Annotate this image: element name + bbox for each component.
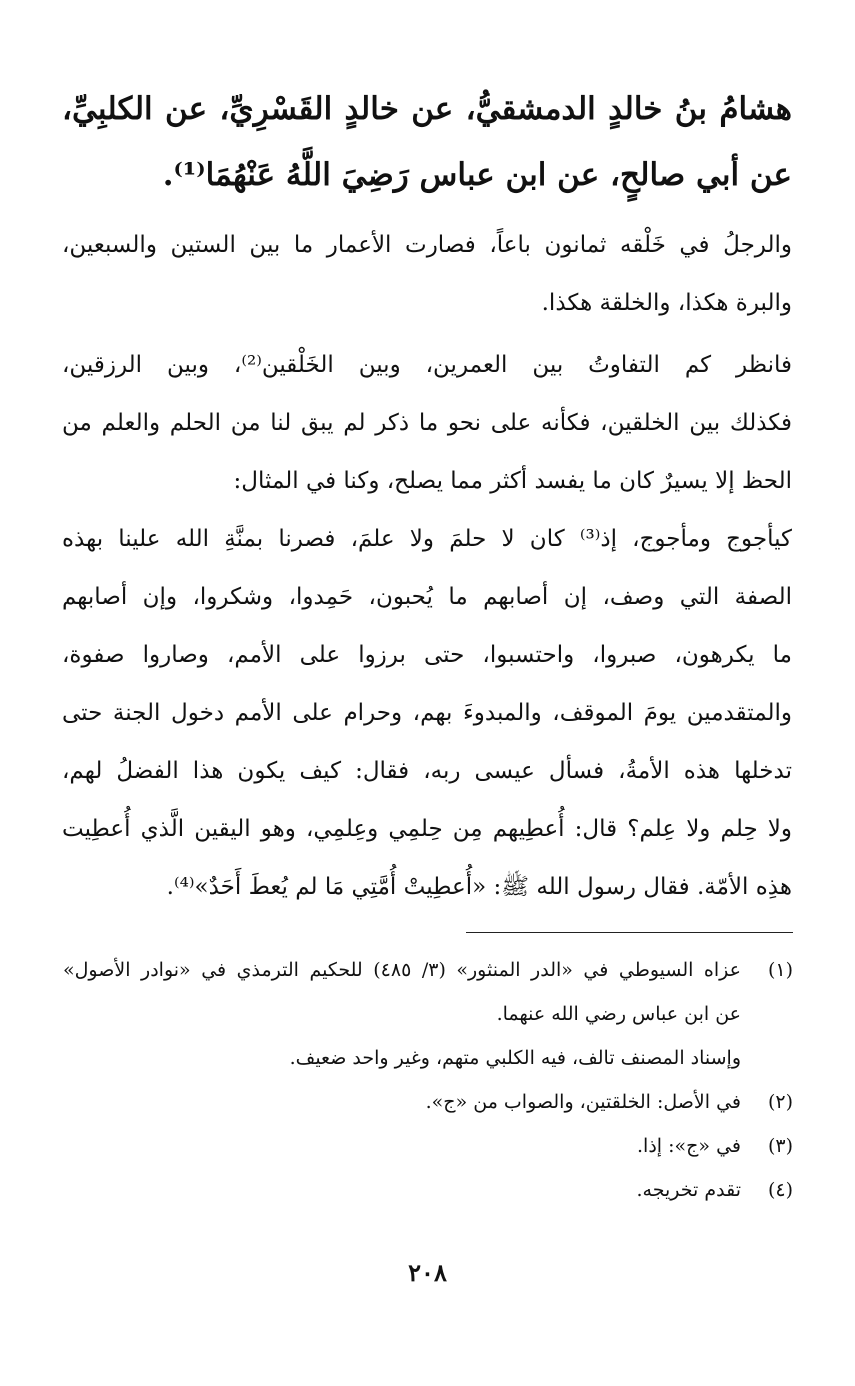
paragraph-gog-magog: [62, 510, 792, 916]
text-line: فانظر كم التفاوتُ بين العمرين، وبين الخَلْقين⁽²⁾، وبين الرزقين،: [62, 352, 792, 378]
text-line: هذِه الأمّة. فقال رسول الله ﷺ: «أُعطِيتْ أُمَّتِي مَا لم يُعطَ أَحَدٌ»⁽⁴⁾.: [166, 874, 792, 900]
page-number: ٢٠٨: [408, 1258, 447, 1287]
footnotes: [63, 948, 793, 1212]
paragraph-isnad: [62, 76, 792, 208]
text-line: فكذلك بين الخلقين، فكأنه على نحو ما ذكر لم يبق لنا من الحلم والعلم من: [62, 410, 792, 436]
footnote-1-comment: وإسناد المصنف تالف، فيه الكلبي متهم، وغير واحد ضعيف.: [289, 1047, 741, 1069]
text-line: هشامُ بنُ خالدٍ الدمشقيُّ، عن خالدٍ القَسْرِيِّ، عن الكلبِيِّ،: [62, 91, 792, 127]
footnote-line: تقدم تخريجه.: [636, 1179, 741, 1201]
footnote-number: (٣): [767, 1135, 793, 1157]
footnote-3: [63, 1124, 793, 1168]
text-line: كيأجوج ومأجوج، إذ⁽³⁾ كان لا حلمَ ولا علمَ، فصرنا بمنَّةِ الله علينا بهذه: [62, 526, 792, 552]
footnote-2: [63, 1080, 793, 1124]
text-line: ولا حِلم ولا عِلم؟ قال: أُعطِيهم مِن حِلمِي وعِلمِي، وهو اليقين الَّذي أُعطِيت: [62, 816, 792, 842]
text-line: والبرة هكذا، والخلقة هكذا.: [541, 290, 792, 316]
paragraph-difference: [62, 336, 792, 510]
footnote-text: [63, 1124, 741, 1168]
footnote-1: [63, 948, 793, 1036]
footnote-number: (٢): [767, 1091, 793, 1113]
footnote-number: (٤): [767, 1179, 793, 1201]
text-line: والمتقدمين يومَ الموقف، والمبدوءَ بهم، وحرام على الأمم دخول الجنة حتى: [62, 700, 792, 726]
footnote-line: عزاه السيوطي في «الدر المنثور» (٣/ ٤٨٥) للحكيم الترمذي في «نوادر الأصول»: [63, 959, 741, 981]
footnote-line: في الأصل: الخلقتين، والصواب من «ج».: [425, 1091, 741, 1113]
footnote-text: [63, 948, 741, 1036]
footnote-4: [63, 1168, 793, 1212]
footnote-line: عن ابن عباس رضي الله عنهما.: [496, 1003, 741, 1025]
footnote-text: [63, 1168, 741, 1212]
text-line: عن أبي صالحٍ، عن ابن عباس رَضِيَ اللَّهُ عَنْهُمَا⁽¹⁾.: [162, 157, 792, 193]
footnote-text: [63, 1080, 741, 1124]
text-line: ما يكرهون، صبروا، واحتسبوا، حتى برزوا على الأمم، وصاروا صفوة،: [62, 642, 792, 668]
footnote-line: في «ج»: إذا.: [637, 1135, 741, 1157]
text-line: تدخلها هذه الأمةُ، فسأل عيسى ربه، فقال: كيف يكون هذا الفضلُ لهم،: [62, 758, 792, 784]
text-line: الحظ إلا يسيرٌ كان ما يفسد أكثر مما يصلح، وكنا في المثال:: [233, 468, 792, 494]
paragraph-lifespan: [62, 216, 792, 332]
footnote-number: (١): [767, 959, 793, 981]
text-line: الصفة التي وصف، إن أصابهم ما يُحبون، حَمِدوا، وشكروا، وإن أصابهم: [62, 584, 792, 610]
footnote-separator: [466, 932, 793, 933]
text-line: والرجلُ في خَلْقه ثمانون باعاً، فصارت الأعمار ما بين الستين والسبعين،: [62, 232, 792, 258]
